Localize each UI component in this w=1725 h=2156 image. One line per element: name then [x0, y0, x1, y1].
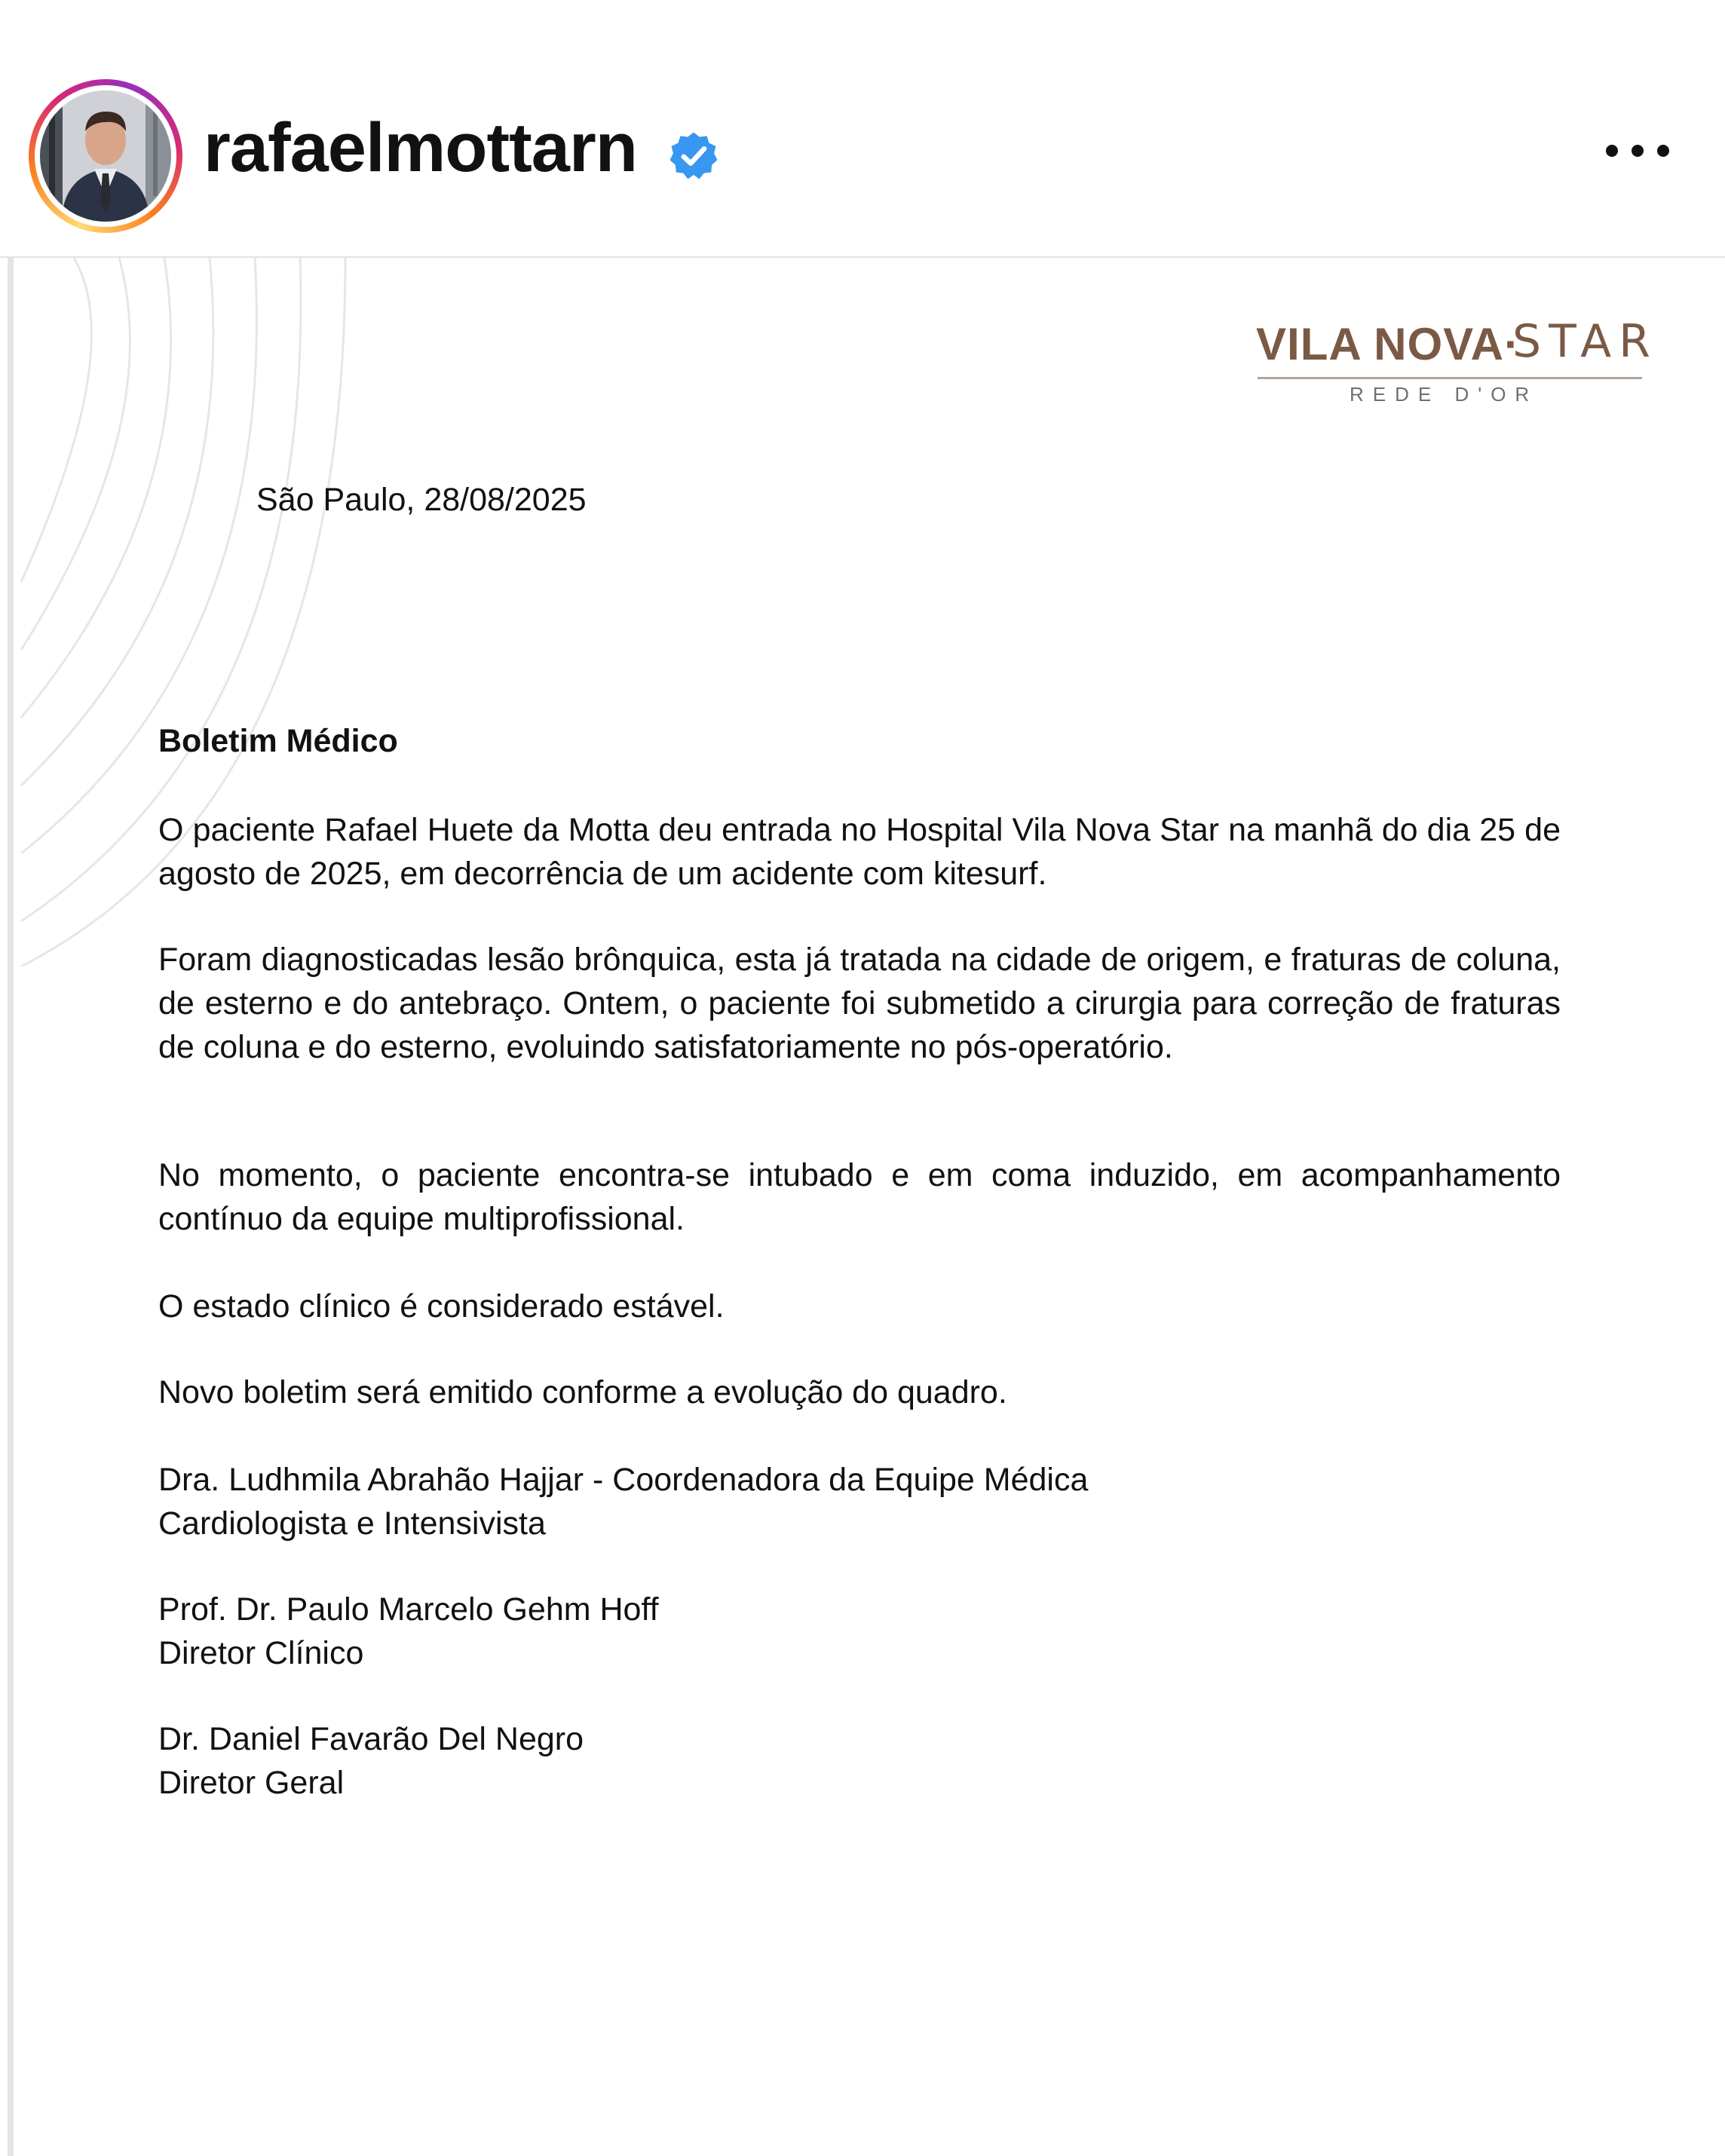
paragraph: O estado clínico é considerado estável. — [158, 1288, 725, 1325]
letter-date: São Paulo, 28/08/2025 — [256, 482, 587, 518]
logo-star-text: STAR — [1512, 315, 1658, 368]
paragraph: No momento, o paciente encontra-se intubado e em coma induzido, em acompanhamento contínuo da equipe multiprofissional. — [158, 1157, 1561, 1237]
logo-divider — [1258, 377, 1642, 379]
signature-role: Diretor Geral — [158, 1765, 345, 1801]
signature-block — [158, 1458, 1088, 1545]
signature-block — [158, 1588, 659, 1675]
username[interactable]: rafaelmottarn — [204, 109, 637, 186]
letter-title: Boletim Médico — [158, 723, 398, 759]
signature-name: Dr. Daniel Favarão Del Negro — [158, 1721, 584, 1757]
vila-nova-star-logo — [1250, 311, 1657, 424]
signature-block — [158, 1717, 584, 1805]
signature-name: Prof. Dr. Paulo Marcelo Gehm Hoff — [158, 1591, 659, 1628]
signature-role: Cardiologista e Intensivista — [158, 1505, 546, 1542]
signature-name: Dra. Ludhmila Abrahão Hajjar - Coordenadora da Equipe Médica — [158, 1462, 1089, 1498]
avatar-photo — [40, 90, 171, 222]
story-ring[interactable] — [29, 79, 182, 233]
avatar[interactable] — [40, 90, 171, 222]
paragraph: O paciente Rafael Huete da Motta deu entrada no Hospital Vila Nova Star na manhã do dia 25 de agosto de 2025, em decorrência de um acidente com kitesurf. — [158, 812, 1561, 892]
verified-badge-icon — [667, 130, 720, 182]
logo-subtitle: REDE D'OR — [1350, 383, 1539, 406]
post-header — [0, 0, 1725, 256]
paragraph: Novo boletim será emitido conforme a evolução do quadro. — [158, 1374, 1007, 1410]
logo-main-text: VILA NOVA· — [1256, 319, 1520, 369]
paragraph: Foram diagnosticadas lesão brônquica, esta já tratada na cidade de origem, e fraturas de coluna, de esterno e do antebraço. Ontem, o paciente foi submetido a cirurgia para correção de fraturas de coluna e do esterno, evoluindo satisfatoriamente no pós-operatório. — [158, 942, 1561, 1065]
more-options-icon[interactable] — [1603, 132, 1672, 170]
signature-role: Diretor Clínico — [158, 1635, 364, 1671]
letter-document — [8, 258, 1725, 2156]
